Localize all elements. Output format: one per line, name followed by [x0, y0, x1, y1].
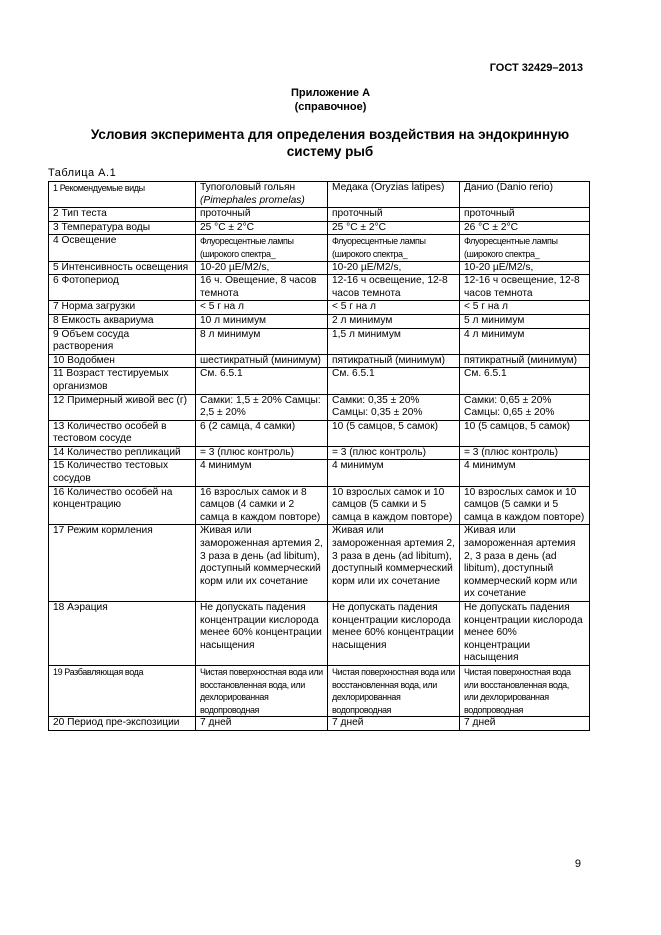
- row-label: 9 Объем сосуда растворения: [49, 328, 196, 354]
- row-label: 6 Фотопериод: [49, 275, 196, 301]
- cell-species-1: Самки: 1,5 ± 20% Самцы: 2,5 ± 20%: [196, 394, 328, 420]
- cell-species-2: 10 (5 самцов, 5 самок): [328, 420, 460, 446]
- cell-species-3: 26 °С ± 2°С: [460, 221, 590, 235]
- cell-species-2: пятикратный (минимум): [328, 354, 460, 368]
- row-label: 3 Температура воды: [49, 221, 196, 235]
- appendix-title: Приложение А: [290, 87, 371, 99]
- cell-species-3: См. 6.5.1: [460, 368, 590, 394]
- header-species-3: Данио (Danio rerio): [460, 182, 590, 208]
- table-caption: Таблица А.1: [48, 167, 117, 179]
- cell-species-3: пятикратный (минимум): [460, 354, 590, 368]
- row-label: 8 Емкость аквариума: [49, 314, 196, 328]
- table-row: [49, 368, 590, 394]
- cell-species-2: Флуоресцентные лампы (широкого спектра_: [328, 235, 460, 261]
- cell-species-2: 10-20 µE/M2/s,: [328, 261, 460, 275]
- cell-species-3: 7 дней: [460, 717, 590, 731]
- row-label: 18 Аэрация: [49, 602, 196, 666]
- cell-species-3: 10-20 µE/M2/s,: [460, 261, 590, 275]
- cell-species-3: 10 (5 самцов, 5 самок): [460, 420, 590, 446]
- table-row: [49, 717, 590, 731]
- cell-species-3: 5 л минимум: [460, 314, 590, 328]
- row-label: 4 Освещение: [49, 235, 196, 261]
- row-label: 15 Количество тестовых сосудов: [49, 460, 196, 486]
- header-label-cell: [49, 182, 196, 208]
- cell-species-1: 10 л минимум: [196, 314, 328, 328]
- table-row: [49, 460, 590, 486]
- cell-species-1: См. 6.5.1: [196, 368, 328, 394]
- table-row: [49, 221, 590, 235]
- row-label: 11 Возраст тестируемых организмов: [49, 368, 196, 394]
- cell-species-1: шестикратный (минимум): [196, 354, 328, 368]
- cell-species-1: = 3 (плюс контроль): [196, 446, 328, 460]
- cell-species-3: Чистая поверхностная вода или восстановленная вода, или дехлорированная водопроводная: [460, 665, 590, 716]
- table-row: [49, 301, 590, 315]
- table-row: [49, 354, 590, 368]
- table-row: [49, 486, 590, 525]
- table-row: [49, 665, 590, 716]
- cell-species-1: 6 (2 самца, 4 самки): [196, 420, 328, 446]
- cell-species-3: 10 взрослых самок и 10 самцов (5 самки и 5 самца в каждом повторе): [460, 486, 590, 525]
- cell-species-2: Чистая поверхностная вода или восстановленная вода, или дехлорированная водопроводная: [328, 665, 460, 716]
- cell-species-1: 10-20 µE/M2/s,: [196, 261, 328, 275]
- table-header-row: [49, 182, 590, 208]
- cell-species-3: 4 минимум: [460, 460, 590, 486]
- species-1-name: Тупоголовый гольян: [200, 182, 296, 193]
- table-row: [49, 394, 590, 420]
- cell-species-1: 7 дней: [196, 717, 328, 731]
- table-row: [49, 235, 590, 261]
- cell-species-1: 16 ч. Овещение, 8 часов темнота: [196, 275, 328, 301]
- row-label: 17 Режим кормления: [49, 525, 196, 602]
- table-row: [49, 261, 590, 275]
- cell-species-2: 25 °С ± 2°С: [328, 221, 460, 235]
- row-label: 2 Тип теста: [49, 208, 196, 222]
- cell-species-2: 2 л минимум: [328, 314, 460, 328]
- cell-species-3: Самки: 0,65 ± 20% Самцы: 0,65 ± 20%: [460, 394, 590, 420]
- cell-species-2: = 3 (плюс контроль): [328, 446, 460, 460]
- table-row: [49, 420, 590, 446]
- cell-species-2: Живая или замороженная артемия 2, 3 раза в день (ad libitum), доступный коммерческий корм или их сочетание: [328, 525, 460, 602]
- row-label: 12 Примерный живой вес (г): [49, 394, 196, 420]
- row-label: 7 Норма загрузки: [49, 301, 196, 315]
- cell-species-1: Флуоресцентные лампы (широкого спектра_: [196, 235, 328, 261]
- cell-species-2: 12-16 ч освещение, 12-8 часов темнота: [328, 275, 460, 301]
- cell-species-3: < 5 г на л: [460, 301, 590, 315]
- row-label: 10 Водобмен: [49, 354, 196, 368]
- table-row: [49, 525, 590, 602]
- cell-species-2: См. 6.5.1: [328, 368, 460, 394]
- section-title-line-1: Условия эксперимента для определения воздействия на эндокринную: [90, 127, 570, 142]
- cell-species-1: проточный: [196, 208, 328, 222]
- cell-species-1: Живая или замороженная артемия 2, 3 раза в день (ad libitum), доступный коммерческий корм или их сочетание: [196, 525, 328, 602]
- row-label: 14 Количество репликаций: [49, 446, 196, 460]
- cell-species-3: 4 л минимум: [460, 328, 590, 354]
- cell-species-1: Не допускать падения концентрации кислорода менее 60% концентрации насыщения: [196, 602, 328, 666]
- cell-species-3: Живая или замороженная артемия 2, 3 раза в день (ad libitum), доступный коммерческий корм или их сочетание: [460, 525, 590, 602]
- row-label: 20 Период пре-экспозиции: [49, 717, 196, 731]
- cell-species-2: 10 взрослых самок и 10 самцов (5 самки и 5 самца в каждом повторе): [328, 486, 460, 525]
- row-label: 16 Количество особей на концентрацию: [49, 486, 196, 525]
- cell-species-2: 4 минимум: [328, 460, 460, 486]
- cell-species-3: Флуоресцентные лампы (широкого спектра_: [460, 235, 590, 261]
- cell-species-1: 16 взрослых самок и 8 самцов (4 самки и 2 самца в каждом повторе): [196, 486, 328, 525]
- header-species-1: [196, 182, 328, 208]
- section-title-line-2: систему рыб: [286, 144, 374, 159]
- row-label: 5 Интенсивность освещения: [49, 261, 196, 275]
- cell-species-2: Самки: 0,35 ± 20% Самцы: 0,35 ± 20%: [328, 394, 460, 420]
- cell-species-1: 8 л минимум: [196, 328, 328, 354]
- cell-species-3: Не допускать падения концентрации кислорода менее 60% концентрации насыщения: [460, 602, 590, 666]
- row-label: 13 Количество особей в тестовом сосуде: [49, 420, 196, 446]
- table-row: [49, 328, 590, 354]
- document-standard-number: ГОСТ 32429–2013: [489, 62, 583, 74]
- table-row: [49, 275, 590, 301]
- cell-species-2: Не допускать падения концентрации кислорода менее 60% концентрации насыщения: [328, 602, 460, 666]
- table-row: [49, 208, 590, 222]
- cell-species-3: = 3 (плюс контроль): [460, 446, 590, 460]
- cell-species-3: 12-16 ч освещение, 12-8 часов темнота: [460, 275, 590, 301]
- section-title: [80, 126, 580, 160]
- row-label: 19 Разбавляющая вода: [49, 665, 196, 716]
- table-row: [49, 314, 590, 328]
- cell-species-2: 7 дней: [328, 717, 460, 731]
- cell-species-1: 25 °С ± 2°С: [196, 221, 328, 235]
- cell-species-2: 1,5 л минимум: [328, 328, 460, 354]
- cell-species-1: 4 минимум: [196, 460, 328, 486]
- cell-species-3: проточный: [460, 208, 590, 222]
- table-row: [49, 602, 590, 666]
- page-number: 9: [574, 858, 581, 870]
- appendix-subtitle: (справочное): [294, 101, 367, 113]
- cell-species-1: Чистая поверхностная вода или восстановленная вода, или дехлорированная водопроводная: [196, 665, 328, 716]
- header-species-2: Медака (Oryzias latipes): [328, 182, 460, 208]
- cell-species-1: < 5 г на л: [196, 301, 328, 315]
- table-row: [49, 446, 590, 460]
- cell-species-2: проточный: [328, 208, 460, 222]
- header-label: 1 Рекомендуемые виды: [53, 183, 145, 193]
- cell-species-2: < 5 г на л: [328, 301, 460, 315]
- appendix-heading: [0, 86, 661, 114]
- conditions-table: [48, 181, 590, 731]
- species-1-latin: (Pimephales promelas): [200, 194, 305, 206]
